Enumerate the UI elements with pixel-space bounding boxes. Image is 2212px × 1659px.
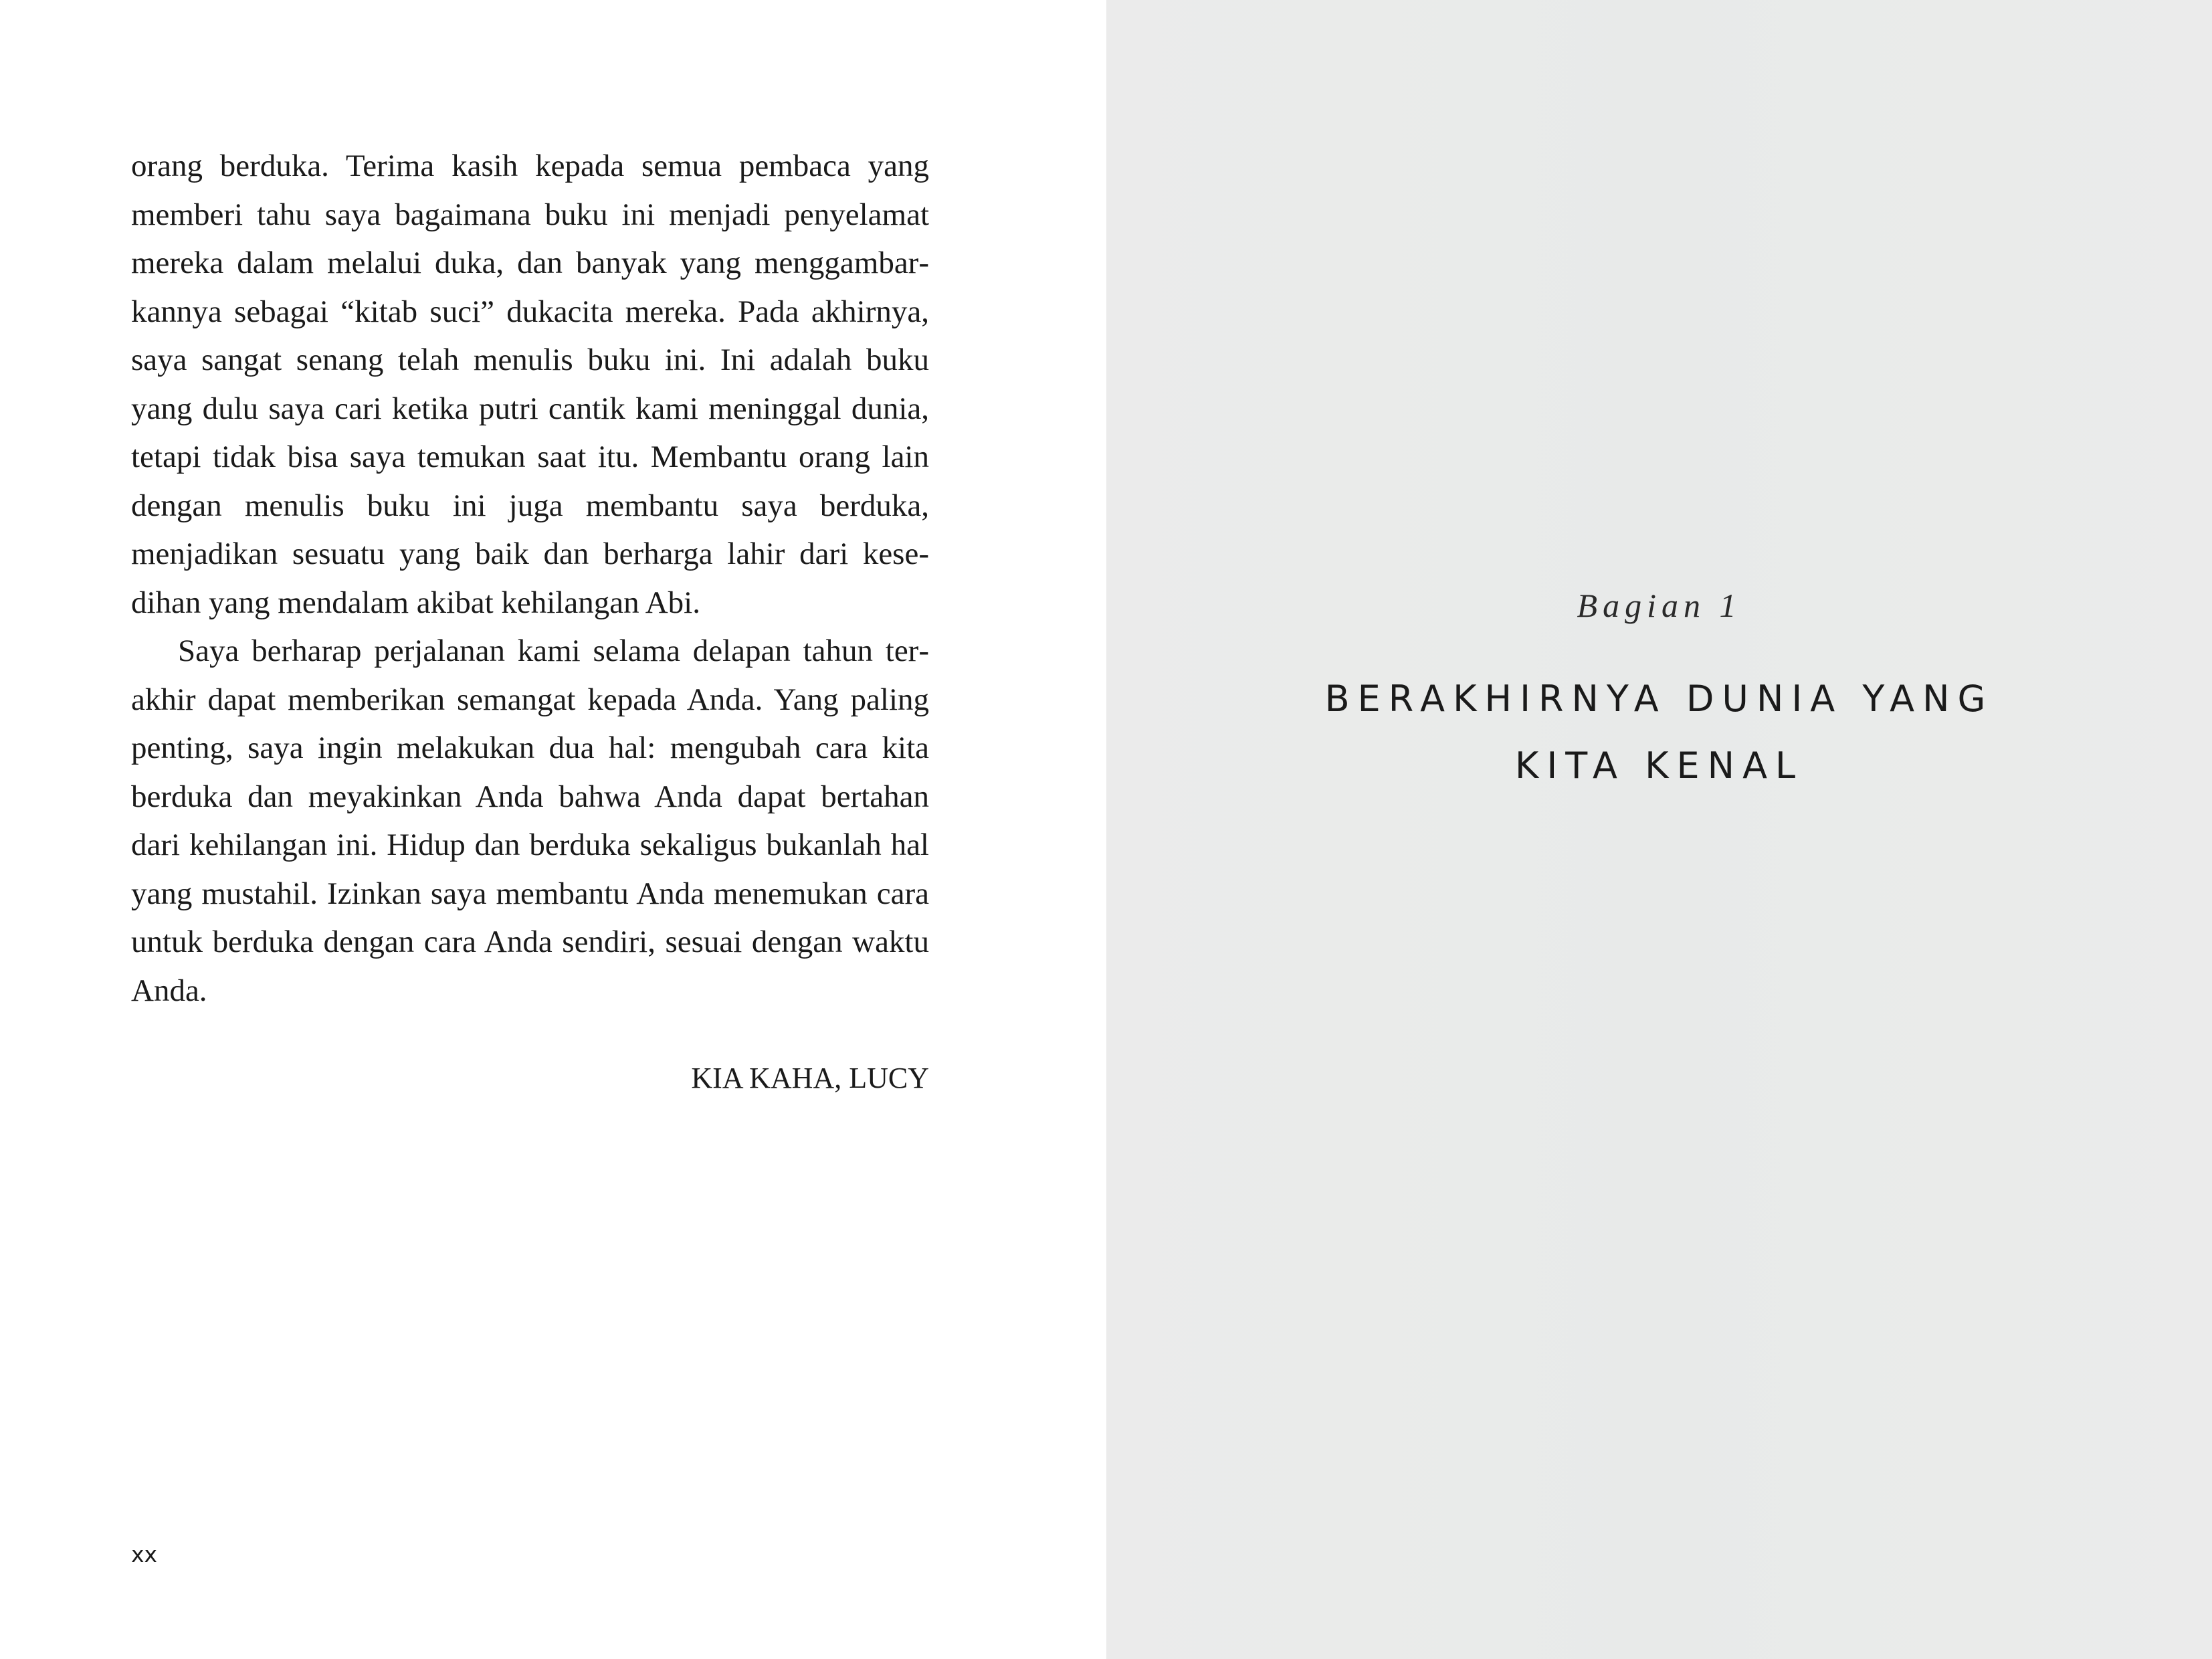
right-page	[1106, 0, 2212, 1659]
paragraph-1: orang berduka. Terima kasih kepada semua pembaca yang memberi tahu saya bagaimana buku ini menjadi penyelamat mereka dalam melalui duka, dan banyak yang menggambarkannya sebagai “kitab suci” dukacita mereka. Pada akhirnya, saya sangat senang telah menulis buku ini. Ini adalah buku yang dulu saya cari ketika putri cantik kami meninggal dunia, tetapi tidak bisa saya temukan saat itu. Membantu orang lain dengan menulis buku ini juga membantu saya berduka, menjadikan sesuatu yang baik dan berharga lahir dari kesedihan yang mendalam akibat kehilangan Abi.	[131, 149, 929, 620]
part-title-line-2: KITA KENAL	[1514, 745, 1804, 787]
paragraph-2: Saya berharap perjalanan kami selama delapan tahun terakhir dapat memberikan semangat kepada Anda. Yang paling penting, saya ingin melakukan dua hal: mengubah cara kita berduka dan meyakinkan Anda bahwa Anda dapat bertahan dari kehilangan ini. Hidup dan berduka sekaligus bukanlah hal yang mustahil. Izinkan saya membantu Anda menemukan cara untuk berduka dengan cara Anda sendiri, sesuai dengan waktu Anda.	[131, 633, 929, 1008]
part-title-line-1: BERAKHIRNYA DUNIA YANG	[1324, 678, 1994, 720]
page-number: xx	[131, 1541, 158, 1567]
part-label: Bagian 1	[1577, 587, 1742, 624]
body-text	[131, 142, 929, 1015]
signature: KIA KAHA, LUCY	[691, 1062, 929, 1094]
part-title	[1106, 666, 2212, 799]
